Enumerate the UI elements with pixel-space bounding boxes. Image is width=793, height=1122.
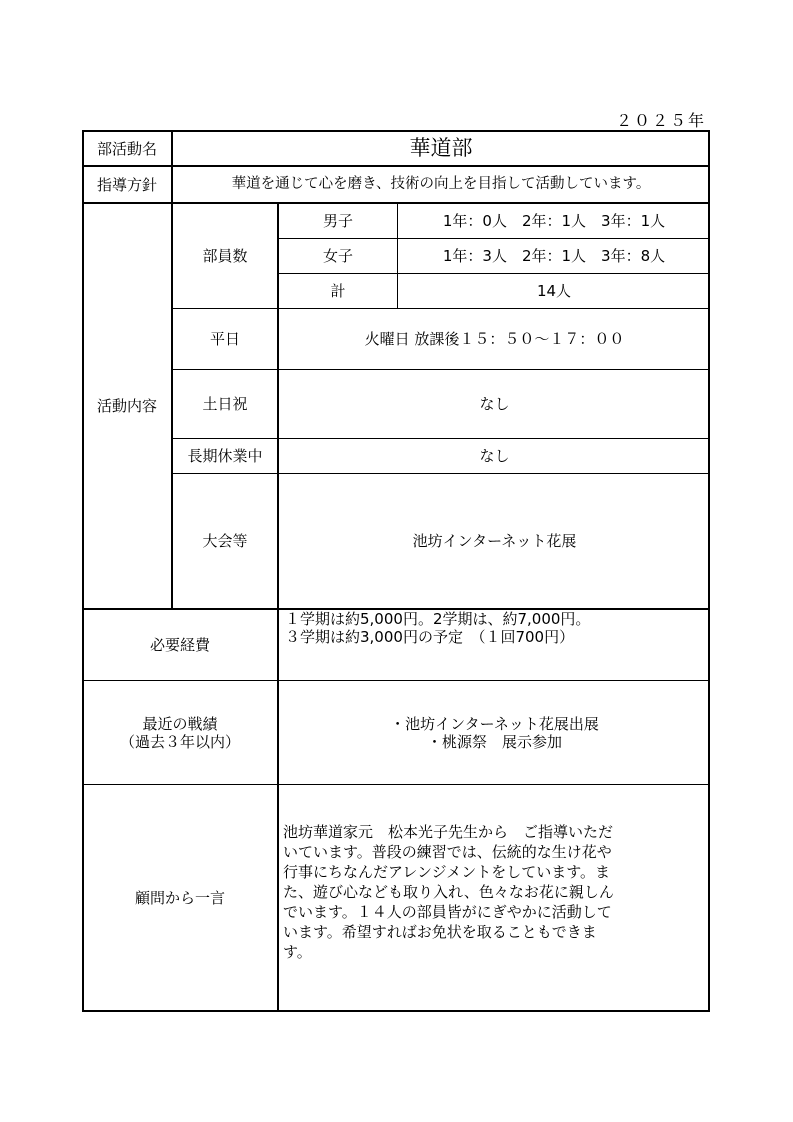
boys-value: 1年：0人 2年：1人 3年：1人 bbox=[442, 212, 666, 230]
results-label bbox=[82, 681, 278, 784]
expenses-line-1: １学期は約5,000円。2学期は、約7,000円。 bbox=[285, 610, 591, 628]
total-value: 14人 bbox=[536, 282, 572, 300]
long-break-value: なし bbox=[479, 447, 510, 465]
expenses-label: 必要経費 bbox=[149, 636, 210, 654]
results-label-line-1: 最近の戦績 bbox=[142, 714, 218, 733]
competitions-value: 池坊インターネット花展 bbox=[412, 532, 577, 550]
policy-value: 華道を通じて心を磨き、技術の向上を目指して活動しています。 bbox=[231, 175, 651, 192]
girls-label: 女子 bbox=[322, 247, 353, 265]
weekday-label: 平日 bbox=[209, 330, 240, 348]
year-label: ２０２５年 bbox=[615, 111, 706, 130]
weekday-value: 火曜日 放課後１５：５０～１７：００ bbox=[364, 330, 625, 348]
long-break-label: 長期休業中 bbox=[187, 447, 263, 465]
expenses-line-2: ３学期は約3,000円の予定 （１回700円） bbox=[285, 628, 575, 646]
members-label: 部員数 bbox=[202, 247, 248, 265]
weekend-label: 土日祝 bbox=[202, 395, 248, 413]
club-info-form bbox=[82, 130, 710, 1012]
club-name-value: 華道部 bbox=[409, 135, 473, 160]
results-line-2: ・桃源祭 展示参加 bbox=[426, 732, 562, 751]
policy-label: 指導方針 bbox=[96, 175, 157, 194]
boys-label: 男子 bbox=[322, 212, 353, 230]
total-label: 計 bbox=[330, 282, 346, 300]
results-label-line-2: （過去３年以内） bbox=[119, 732, 240, 751]
results-line-1: ・池坊インターネット花展出展 bbox=[390, 714, 599, 733]
competitions-label: 大会等 bbox=[202, 532, 248, 550]
weekend-value: なし bbox=[479, 395, 510, 413]
club-name-label: 部活動名 bbox=[96, 139, 157, 158]
expenses-value bbox=[279, 610, 710, 680]
results-value bbox=[279, 681, 710, 784]
advisor-message: 池坊華道家元 松本光子先生から ご指導いただ いています。普段の練習では、伝統的な生け花や 行事にちなんだアレンジメントをしています。ま た、遊び心なども取り入れ、色々なお花に親しん でいます。１４人の部員皆がにぎやかに活動して います。希望すればお免状を取ることもできま す。 bbox=[283, 823, 614, 961]
advisor-label: 顧問から一言 bbox=[134, 888, 225, 907]
activity-label: 活動内容 bbox=[96, 397, 157, 415]
girls-value: 1年：3人 2年：1人 3年：8人 bbox=[442, 247, 666, 265]
